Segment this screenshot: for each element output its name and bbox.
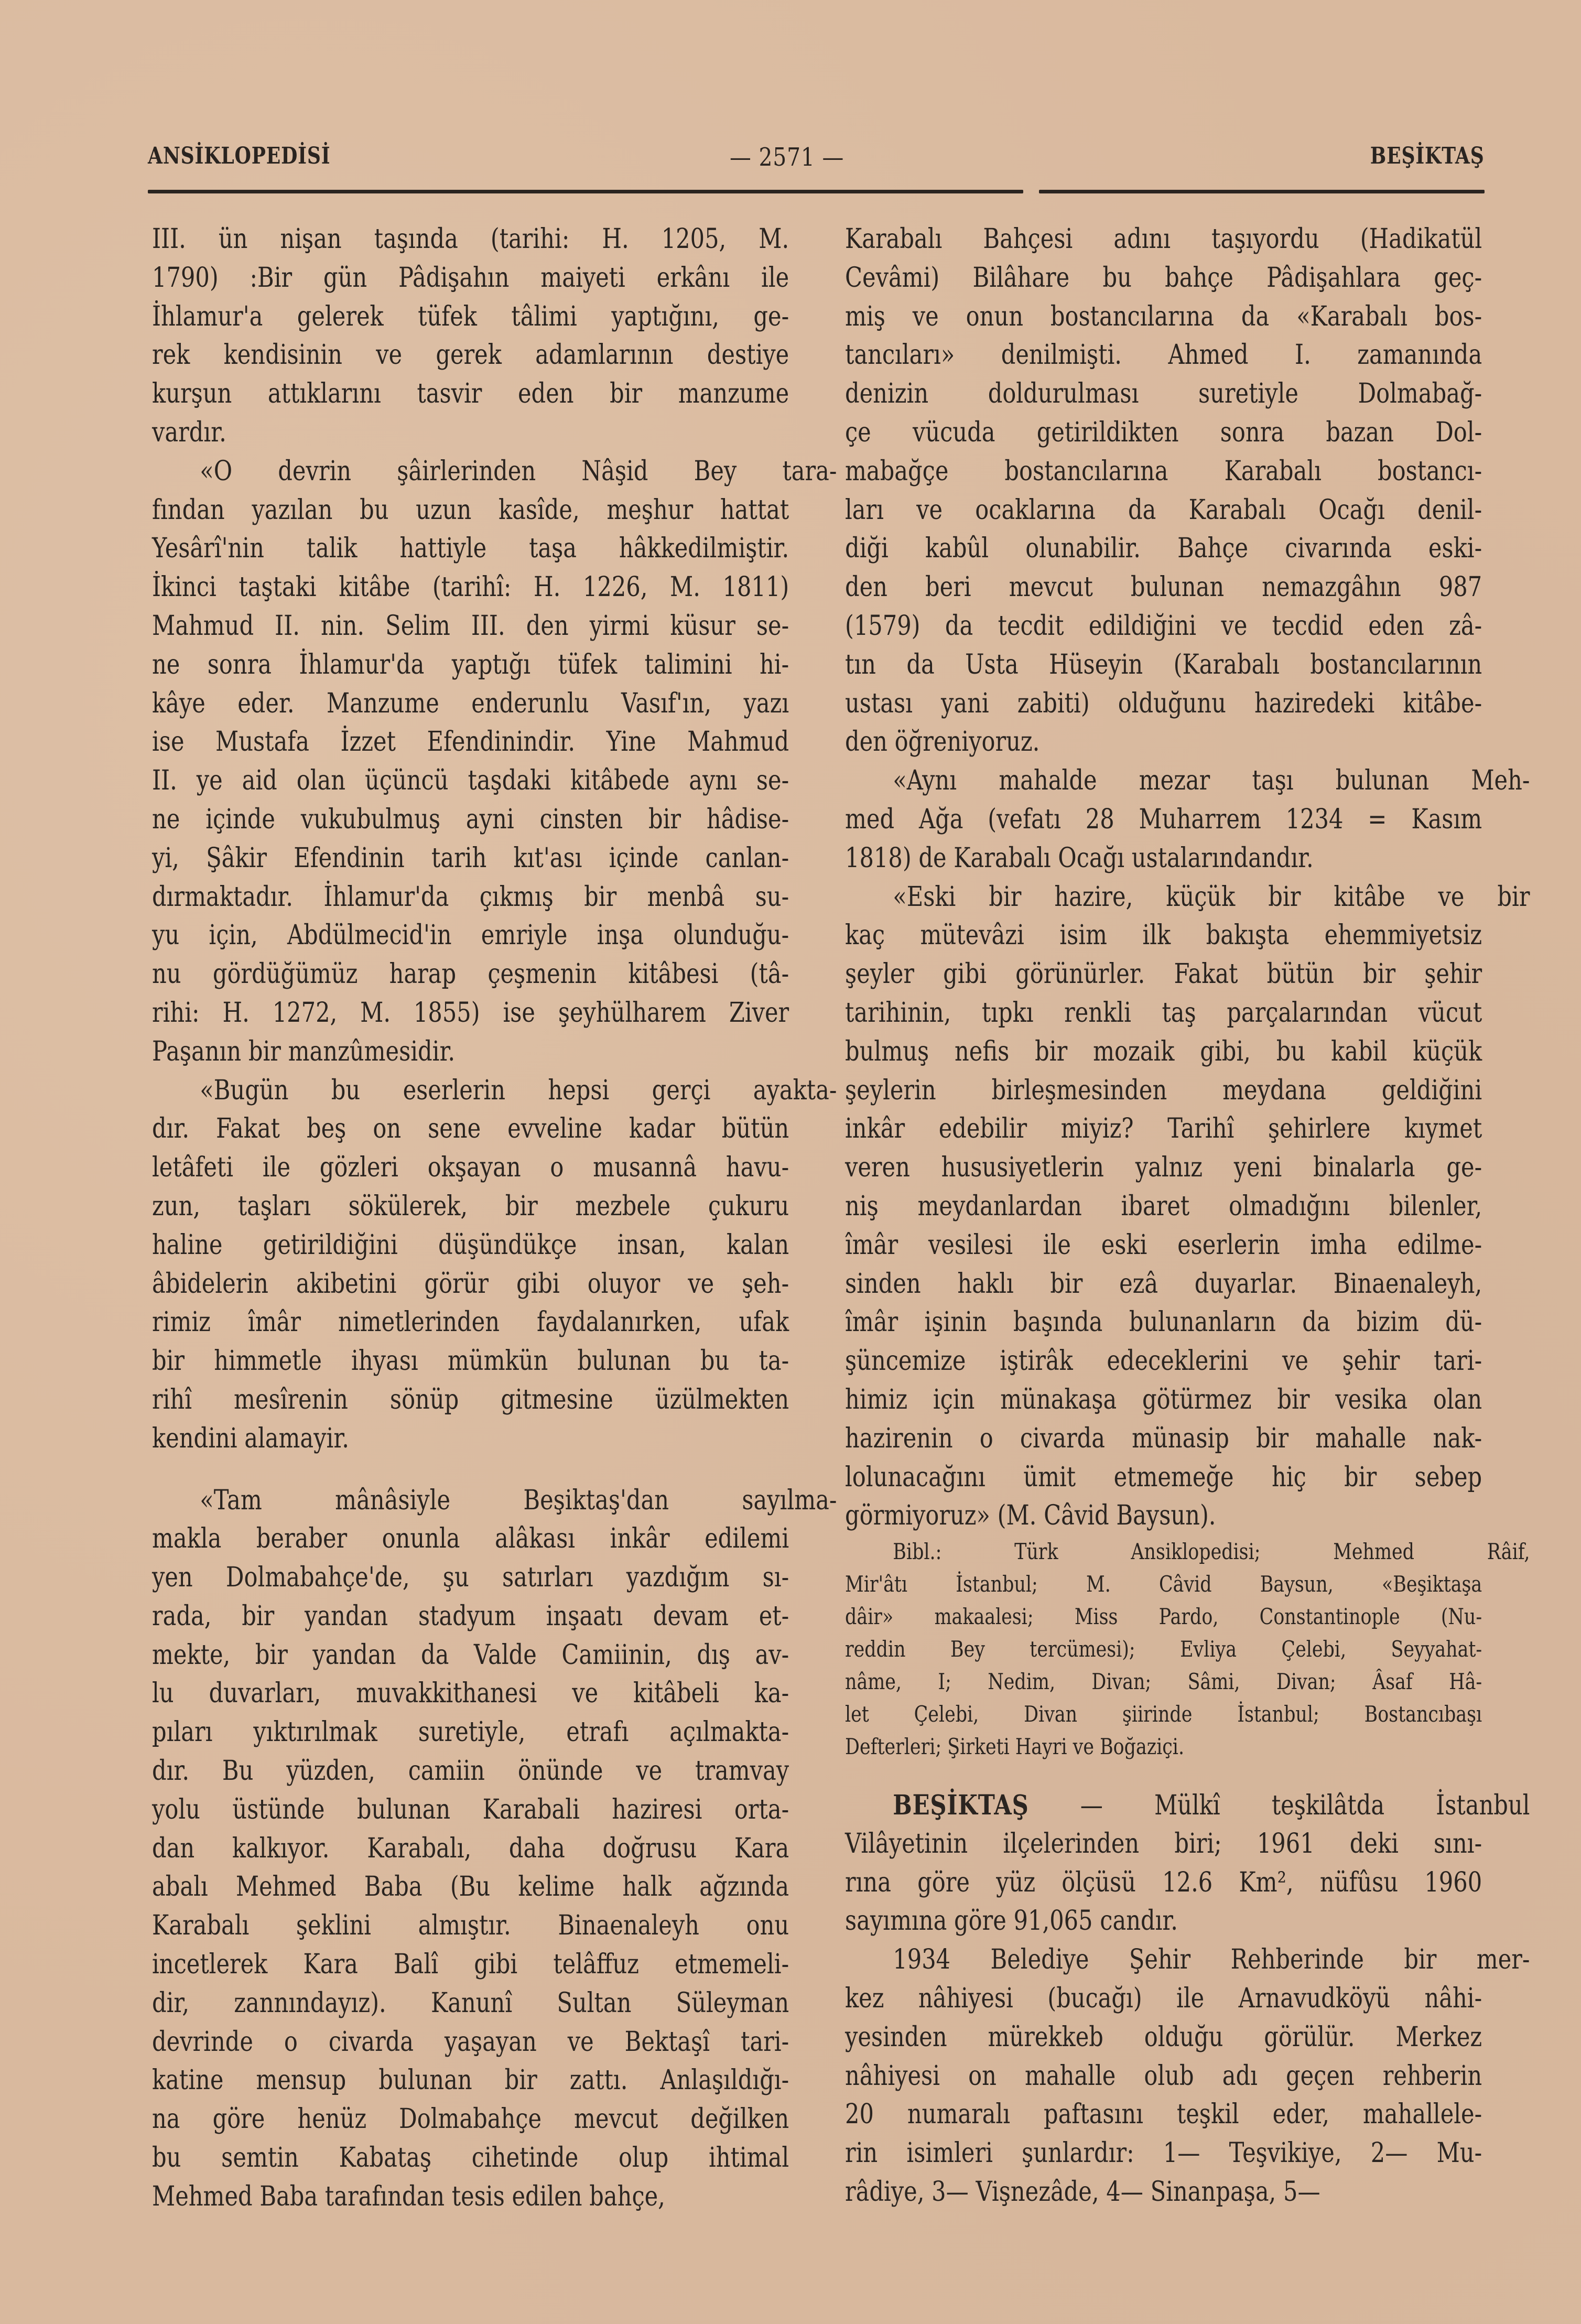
text-line: zun, taşları sökülerek, bir mezbele çukuru <box>152 1190 789 1222</box>
text-line: âbidelerin akibetini görür gibi oluyor ve şeh- <box>152 1268 789 1300</box>
text-line: Karabalı Bahçesi adını taşıyordu (Hadikatül <box>845 223 1482 255</box>
entry-headword: BEŞİKTAŞ <box>893 1789 1029 1822</box>
text-line: hazirenin o civarda münasip bir mahalle nak- <box>845 1422 1482 1454</box>
text-line: görmiyoruz» (M. Câvid Baysun). <box>845 1500 1216 1532</box>
text-line: kez nâhiyesi (bucağı) ile Arnavudköyü nâhi- <box>845 1983 1482 2015</box>
text-line: Defterleri; Şirketi Hayri ve Boğaziçi. <box>845 1734 1185 1760</box>
text-line: Yesârî'nin talik hattiyle taşa hâkkedilmiştir. <box>152 533 789 565</box>
text-line: rına göre yüz ölçüsü 12.6 Km², nüfûsu 1960 <box>845 1866 1482 1898</box>
text-line: sayımına göre 91,065 candır. <box>845 1905 1178 1937</box>
text-line: bir himmetle ihyası mümkün bulunan bu ta- <box>152 1345 789 1377</box>
text-line: den öğreniyoruz. <box>845 726 1040 758</box>
right-column <box>845 220 1530 2212</box>
paragraph <box>152 1072 837 1458</box>
text-line: tın da Usta Hüseyin (Karabalı bostancılarının <box>845 648 1482 680</box>
text-line: Cevâmi) Bilâhare bu bahçe Pâdişahlara geç- <box>845 262 1482 294</box>
text-line: Karabalı şeklini almıştır. Binaenaleyh onu <box>152 1910 789 1942</box>
text-line: incetlerek Kara Balî gibi telâffuz etmemeli- <box>152 1949 789 1981</box>
entry-first-line <box>845 1786 1530 1825</box>
text-line: îmâr işinin başında bulunanların da bizim dü- <box>845 1306 1482 1338</box>
text-line: haline getirildiğini düşündükçe insan, kalan <box>152 1229 789 1261</box>
paragraph <box>152 452 837 1072</box>
text-line: kurşun attıklarını tasvir eden bir manzume <box>152 378 789 410</box>
text-line: bu semtin Kabataş cihetinde olup ihtimal <box>152 2142 789 2174</box>
text-line: letâfeti ile gözleri okşayan o musannâ havu- <box>152 1152 789 1184</box>
header-rule-left <box>148 190 1023 193</box>
text-line: ise Mustafa İzzet Efendinindir. Yine Mahmud <box>152 726 789 758</box>
text-line: 1818) de Karabalı Ocağı ustalarındandır. <box>845 842 1314 874</box>
text-line: «Eski bir hazire, küçük bir kitâbe ve bir <box>893 881 1530 913</box>
text-line: râdiye, 3— Vişnezâde, 4— Sinanpaşa, 5— <box>845 2176 1320 2208</box>
paragraph <box>152 220 789 452</box>
text-line: abalı Mehmed Baba (Bu kelime halk ağzında <box>152 1871 789 1903</box>
left-column <box>152 220 837 2217</box>
running-header <box>148 143 1485 179</box>
text-line: nâme, I; Nedim, Divan; Sâmi, Divan; Âsaf Hâ- <box>845 1669 1482 1695</box>
text-line: kâye eder. Manzume enderunlu Vasıf'ın, yazı <box>152 687 789 719</box>
text-line: dir, zannındayız). Kanunî Sultan Süleyman <box>152 1987 789 2019</box>
text-line: bulmuş nefis bir mozaik gibi, bu kabil küçük <box>845 1035 1482 1067</box>
paragraph-gap <box>152 1458 789 1482</box>
text-line: med Ağa (vefatı 28 Muharrem 1234 = Kasım <box>845 803 1482 835</box>
text-line: çe vücuda getirildikten sonra bazan Dol- <box>845 416 1482 448</box>
text-line: den beri mevcut bulunan nemazgâhın 987 <box>845 571 1482 603</box>
text-line: vardır. <box>152 416 226 448</box>
text-line: İhlamur'a gelerek tüfek tâlimi yaptığını, ge- <box>152 300 789 332</box>
text-line: devrinde o civarda yaşayan ve Bektaşî tari- <box>152 2026 789 2058</box>
text-line: (1579) da tecdit edildiğini ve tecdid eden zâ- <box>845 610 1482 642</box>
text-line: rihi: H. 1272, M. 1855) ise şeyhülharem Ziver <box>152 997 789 1029</box>
text-line: lu duvarları, muvakkithanesi ve kitâbeli ka- <box>152 1678 789 1710</box>
text-line: şeyler gibi görünürler. Fakat bütün bir şehir <box>845 958 1482 990</box>
text-line: Vilâyetinin ilçelerinden biri; 1961 deki sını- <box>845 1828 1482 1860</box>
text-line: kendini alamayir. <box>152 1422 349 1454</box>
text-line: Mir'âtı İstanbul; M. Câvid Baysun, «Beşiktaşa <box>845 1571 1482 1597</box>
text-line: rimiz îmâr nimetlerinden faydalanırken, ufak <box>152 1306 789 1338</box>
text-line: yu için, Abdülmecid'in emriyle inşa olunduğu- <box>152 920 789 952</box>
text-line: ustası yani zabiti) olduğunu haziredeki kitâbe- <box>845 687 1482 719</box>
text-line: let Çelebi, Divan şiirinde İstanbul; Bostancıbaşı <box>845 1701 1482 1727</box>
text-line: pıları yıktırılmak suretiyle, etrafı açılmakta- <box>152 1716 789 1748</box>
text-line: ne içinde vukubulmuş ayni cinsten bir hâdise- <box>152 803 789 835</box>
text-line: 20 numaralı paftasını teşkil eder, mahallele- <box>845 2099 1482 2131</box>
text-line: diği kabûl olunabilir. Bahçe civarında eski- <box>845 533 1482 565</box>
text-line: niş meydanlardan ibaret olmadığını bilenler, <box>845 1190 1482 1222</box>
text-line: nâhiyesi on mahalle olub adı geçen rehberin <box>845 2060 1482 2092</box>
text-line: şeylerin birleşmesinden meydana geldiğini <box>845 1074 1482 1106</box>
text-line: «Aynı mahalde mezar taşı bulunan Meh- <box>893 765 1530 797</box>
text-line: İkinci taştaki kitâbe (tarihî: H. 1226, M. 1811) <box>152 571 789 603</box>
text-line: rek kendisinin ve gerek adamlarının destiye <box>152 339 789 371</box>
text-line: «O devrin şâirlerinden Nâşid Bey tara- <box>200 455 837 487</box>
text-line: dırmaktadır. İhlamur'da çıkmış bir menbâ su- <box>152 881 789 913</box>
text-line: tancıları» denilmişti. Ahmed I. zamanında <box>845 339 1482 371</box>
text-line: mabağçe bostancılarına Karabalı bostancı- <box>845 455 1482 487</box>
text-line: Bibl.: Türk Ansiklopedisi; Mehmed Râif, <box>893 1539 1530 1565</box>
text-line: rada, bir yandan stadyum inşaatı devam et- <box>152 1600 789 1632</box>
paragraph <box>152 1482 837 2217</box>
text-line: yolu üstünde bulunan Karabali haziresi orta- <box>152 1793 789 1825</box>
paragraph <box>845 220 1482 762</box>
text-line: ne sonra İhlamur'da yaptığı tüfek talimini hi- <box>152 648 789 680</box>
text-line: dır. Bu yüzden, camiin önünde ve tramvay <box>152 1755 789 1787</box>
text-line: yesinden mürekkeb olduğu görülür. Merkez <box>845 2021 1482 2053</box>
text-line: rihî mesîrenin sönüp gitmesine üzülmekten <box>152 1383 789 1415</box>
text-line: rin isimleri şunlardır: 1— Teşvikiye, 2— Mu- <box>845 2137 1482 2169</box>
text-line: dâir» makaalesi; Miss Pardo, Constantinople (Nu- <box>845 1604 1482 1630</box>
text-line: miş ve onun bostancılarına da «Karabalı bos- <box>845 300 1482 332</box>
text-line: katine mensup bulunan bir zattı. Anlaşıldığı- <box>152 2064 789 2096</box>
header-page-number: — 2571 — <box>730 143 844 172</box>
text-line: reddin Bey tercümesi); Evliya Çelebi, Seyyahat- <box>845 1636 1482 1662</box>
text-line: nu gördüğümüz harap çeşmenin kitâbesi (tâ- <box>152 958 789 990</box>
text-line: Mehmed Baba tarafından tesis edilen bahçe, <box>152 2180 665 2212</box>
text-line: «Bugün bu eserlerin hepsi gerçi ayakta- <box>200 1074 837 1106</box>
text-line: kaç mütevâzi isim ilk bakışta ehemmiyetsiz <box>845 920 1482 952</box>
text-line: îmâr vesilesi ile eski eserlerin imha edilme- <box>845 1229 1482 1261</box>
header-entry-title: BEŞİKTAŞ <box>1370 143 1485 169</box>
text-line: makla beraber onunla alâkası inkâr edilemi <box>152 1523 789 1555</box>
text-line: inkâr edebilir miyiz? Tarihî şehirlere kıymet <box>845 1113 1482 1145</box>
encyclopedia-entry <box>845 1786 1530 1941</box>
text-line: Paşanın bir manzûmesidir. <box>152 1035 456 1067</box>
paragraph-gap <box>845 1763 1482 1786</box>
text-line: dan kalkıyor. Karabalı, daha doğrusu Kara <box>152 1832 789 1864</box>
text-line: şüncemize iştirâk edeceklerini ve şehir tari- <box>845 1345 1482 1377</box>
text-line: III. ün nişan taşında (tarihi: H. 1205, M. <box>152 223 789 255</box>
text-line: II. ye aid olan üçüncü taşdaki kitâbede aynı se- <box>152 765 789 797</box>
header-publication-title: ANSİKLOPEDİSİ <box>148 143 331 169</box>
bibliography <box>845 1536 1530 1763</box>
text-line: 1934 Belediye Şehir Rehberinde bir mer- <box>893 1944 1530 1976</box>
paragraph <box>845 762 1530 878</box>
text-line: yi, Şâkir Efendinin tarih kıt'ası içinde canlan- <box>152 842 789 874</box>
paragraph <box>845 878 1530 1536</box>
text-line: denizin doldurulması suretiyle Dolmabağ- <box>845 378 1482 410</box>
text-line: dır. Fakat beş on sene evveline kadar bütün <box>152 1113 789 1145</box>
text-line: lolunacağını ümit etmemeğe hiç bir sebep <box>845 1461 1482 1493</box>
text-line: Mahmud II. nin. Selim III. den yirmi küsur se- <box>152 610 789 642</box>
text-line: yen Dolmabahçe'de, şu satırları yazdığım sı- <box>152 1562 789 1594</box>
entry-lead-text: — Mülkî teşkilâtda İstanbul <box>1028 1790 1530 1822</box>
header-rule-right <box>1039 190 1485 193</box>
text-line: veren hususiyetlerin yalnız yeni binalarla ge- <box>845 1152 1482 1184</box>
text-line: fından yazılan bu uzun kasîde, meşhur hattat <box>152 494 789 526</box>
text-line: tarihinin, tıpkı renkli taş parçalarından vücut <box>845 997 1482 1029</box>
text-line: himiz için münakaşa götürmez bir vesika olan <box>845 1383 1482 1415</box>
text-line: na göre henüz Dolmabahçe mevcut değilken <box>152 2103 789 2135</box>
text-line: «Tam mânâsiyle Beşiktaş'dan sayılma- <box>200 1484 837 1516</box>
text-line: sinden haklı bir ezâ duyarlar. Binaenaleyh, <box>845 1268 1482 1300</box>
text-line: ları ve ocaklarına da Karabalı Ocağı denil- <box>845 494 1482 526</box>
paragraph <box>845 1941 1530 2212</box>
text-line: mekte, bir yandan da Valde Camiinin, dış av- <box>152 1639 789 1671</box>
text-line: 1790) :Bir gün Pâdişahın maiyeti erkânı ile <box>152 262 789 294</box>
